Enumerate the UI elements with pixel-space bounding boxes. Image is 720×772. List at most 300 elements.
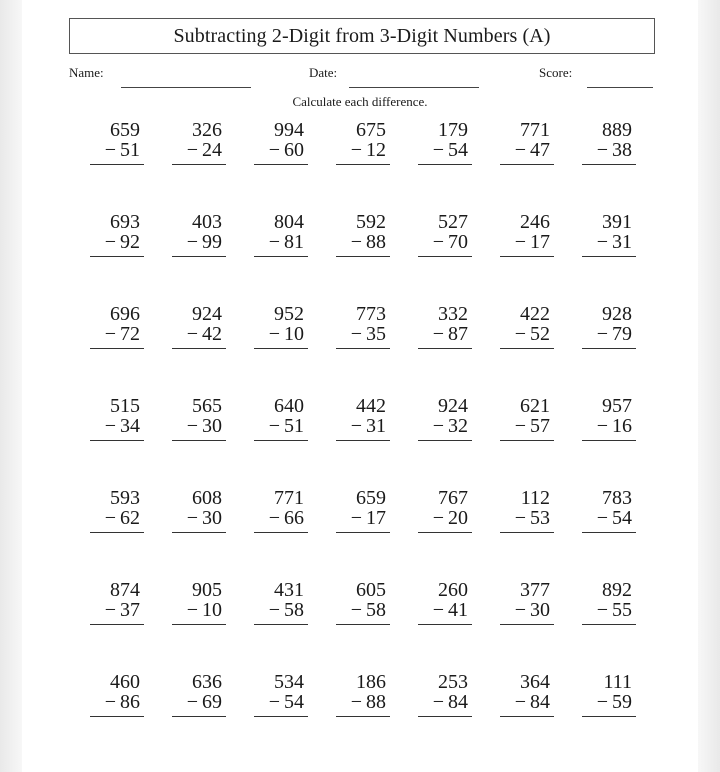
subtrahend (334, 324, 386, 344)
subtrahend-value: 79 (612, 323, 632, 345)
subtrahend-value: 92 (120, 231, 140, 253)
subtraction-problem (416, 672, 468, 732)
subtrahend (334, 140, 386, 160)
problem-row (88, 120, 648, 190)
minus-sign: − (350, 415, 362, 437)
subtrahend-value: 41 (448, 599, 468, 621)
subtrahend-value: 88 (366, 231, 386, 253)
subtrahend-value: 88 (366, 691, 386, 713)
subtraction-problem (580, 212, 632, 272)
subtrahend-value: 51 (120, 139, 140, 161)
answer-line (90, 532, 144, 533)
minus-sign: − (104, 507, 116, 529)
problem-row (88, 304, 648, 374)
subtrahend (252, 600, 304, 620)
subtrahend (498, 508, 550, 528)
subtraction-problem (498, 580, 550, 640)
subtrahend (580, 692, 632, 712)
minuend: 621 (520, 395, 550, 417)
subtrahend-value: 54 (448, 139, 468, 161)
subtrahend-value: 34 (120, 415, 140, 437)
minus-sign: − (596, 415, 608, 437)
subtrahend-value: 99 (202, 231, 222, 253)
minuend: 952 (274, 303, 304, 325)
subtrahend (88, 508, 140, 528)
minuend: 773 (356, 303, 386, 325)
subtrahend (580, 508, 632, 528)
answer-line (90, 716, 144, 717)
minuend: 957 (602, 395, 632, 417)
answer-line (500, 624, 554, 625)
date-line (349, 87, 479, 88)
subtraction-problem (498, 304, 550, 364)
subtrahend (334, 232, 386, 252)
subtrahend-value: 30 (202, 415, 222, 437)
subtraction-problem (88, 672, 140, 732)
minuend: 326 (192, 119, 222, 141)
worksheet-title: Subtracting 2-Digit from 3-Digit Numbers (A) (173, 24, 551, 47)
minuend: 696 (110, 303, 140, 325)
minus-sign: − (432, 415, 444, 437)
subtrahend (88, 692, 140, 712)
minuend: 771 (520, 119, 550, 141)
minus-sign: − (350, 323, 362, 345)
answer-line (90, 348, 144, 349)
minuend: 422 (520, 303, 550, 325)
answer-line (418, 716, 472, 717)
subtrahend (334, 508, 386, 528)
date-label: Date: (309, 65, 338, 80)
minuend: 377 (520, 579, 550, 601)
minus-sign: − (432, 599, 444, 621)
minus-sign: − (350, 599, 362, 621)
minus-sign: − (596, 139, 608, 161)
minus-sign: − (186, 231, 198, 253)
name-label: Name: (69, 65, 104, 80)
subtrahend (170, 232, 222, 252)
subtrahend (252, 232, 304, 252)
subtrahend-value: 17 (366, 507, 386, 529)
subtraction-problem (498, 672, 550, 732)
minuend: 253 (438, 671, 468, 693)
minus-sign: − (104, 231, 116, 253)
subtrahend-value: 84 (530, 691, 550, 713)
answer-line (418, 164, 472, 165)
subtraction-problem (334, 212, 386, 272)
minuend: 527 (438, 211, 468, 233)
minus-sign: − (596, 323, 608, 345)
minus-sign: − (104, 139, 116, 161)
subtrahend-value: 72 (120, 323, 140, 345)
subtraction-problem (498, 212, 550, 272)
answer-line (90, 440, 144, 441)
minus-sign: − (514, 507, 526, 529)
minuend: 905 (192, 579, 222, 601)
minus-sign: − (514, 691, 526, 713)
answer-line (500, 532, 554, 533)
subtraction-problem (88, 212, 140, 272)
instructions: Calculate each difference. (292, 94, 428, 109)
subtraction-problem (416, 304, 468, 364)
subtrahend (498, 600, 550, 620)
problem-row (88, 396, 648, 466)
subtrahend (88, 416, 140, 436)
answer-line (172, 624, 226, 625)
subtrahend (252, 416, 304, 436)
problem-row (88, 672, 648, 742)
subtrahend (170, 140, 222, 160)
minuend: 874 (110, 579, 140, 601)
subtraction-problem (88, 304, 140, 364)
subtrahend (170, 508, 222, 528)
minus-sign: − (268, 507, 280, 529)
minus-sign: − (104, 415, 116, 437)
subtraction-problem (170, 672, 222, 732)
subtraction-problem (88, 120, 140, 180)
subtrahend-value: 24 (202, 139, 222, 161)
minuend: 515 (110, 395, 140, 417)
subtrahend-value: 10 (202, 599, 222, 621)
answer-line (90, 256, 144, 257)
subtrahend-value: 37 (120, 599, 140, 621)
minuend: 640 (274, 395, 304, 417)
subtraction-problem (580, 672, 632, 732)
subtraction-problem (252, 488, 304, 548)
minuend: 783 (602, 487, 632, 509)
minus-sign: − (596, 599, 608, 621)
answer-line (254, 256, 308, 257)
subtrahend (88, 600, 140, 620)
minuend: 391 (602, 211, 632, 233)
minus-sign: − (186, 139, 198, 161)
left-margin-shade (0, 0, 22, 772)
minuend: 675 (356, 119, 386, 141)
minus-sign: − (514, 415, 526, 437)
minuend: 659 (110, 119, 140, 141)
minus-sign: − (350, 507, 362, 529)
subtraction-problem (88, 488, 140, 548)
minus-sign: − (514, 139, 526, 161)
minus-sign: − (268, 323, 280, 345)
minus-sign: − (350, 231, 362, 253)
subtrahend (498, 692, 550, 712)
score-label: Score: (539, 65, 573, 80)
minus-sign: − (432, 323, 444, 345)
subtraction-problem (334, 304, 386, 364)
answer-line (582, 624, 636, 625)
minuend: 928 (602, 303, 632, 325)
answer-line (336, 716, 390, 717)
subtrahend-value: 58 (366, 599, 386, 621)
minus-sign: − (350, 139, 362, 161)
subtrahend-value: 16 (612, 415, 632, 437)
answer-line (336, 624, 390, 625)
subtraction-problem (252, 396, 304, 456)
subtrahend (580, 600, 632, 620)
minuend: 605 (356, 579, 386, 601)
subtraction-problem (498, 488, 550, 548)
minuend: 889 (602, 119, 632, 141)
minuend: 460 (110, 671, 140, 693)
minuend: 111 (603, 671, 632, 693)
minuend: 186 (356, 671, 386, 693)
answer-line (254, 348, 308, 349)
subtraction-problem (580, 580, 632, 640)
minuend: 403 (192, 211, 222, 233)
minus-sign: − (186, 599, 198, 621)
minus-sign: − (268, 691, 280, 713)
subtraction-problem (334, 396, 386, 456)
answer-line (336, 532, 390, 533)
subtraction-problem (252, 304, 304, 364)
answer-line (254, 624, 308, 625)
subtraction-problem (170, 212, 222, 272)
subtraction-problem (416, 212, 468, 272)
answer-line (336, 164, 390, 165)
subtraction-problem (416, 488, 468, 548)
subtrahend-value: 38 (612, 139, 632, 161)
subtraction-problem (252, 212, 304, 272)
minus-sign: − (432, 231, 444, 253)
answer-line (418, 256, 472, 257)
subtrahend-value: 20 (448, 507, 468, 529)
minuend: 260 (438, 579, 468, 601)
subtrahend (498, 324, 550, 344)
subtrahend-value: 70 (448, 231, 468, 253)
subtrahend-value: 10 (284, 323, 304, 345)
subtrahend-value: 54 (612, 507, 632, 529)
subtrahend (252, 508, 304, 528)
subtrahend-value: 52 (530, 323, 550, 345)
answer-line (418, 348, 472, 349)
minuend: 112 (520, 487, 550, 509)
subtrahend (498, 416, 550, 436)
minuend: 924 (192, 303, 222, 325)
subtrahend-value: 57 (530, 415, 550, 437)
subtraction-problem (334, 580, 386, 640)
answer-line (418, 532, 472, 533)
answer-line (336, 440, 390, 441)
minus-sign: − (268, 415, 280, 437)
answer-line (500, 256, 554, 257)
answer-line (500, 716, 554, 717)
minuend: 924 (438, 395, 468, 417)
minuend: 593 (110, 487, 140, 509)
subtrahend-value: 81 (284, 231, 304, 253)
subtraction-problem (580, 120, 632, 180)
subtraction-problem (416, 120, 468, 180)
minuend: 693 (110, 211, 140, 233)
worksheet-page (22, 0, 698, 772)
subtraction-problem (170, 580, 222, 640)
score-line (587, 87, 653, 88)
answer-line (418, 624, 472, 625)
answer-line (254, 716, 308, 717)
subtrahend-value: 30 (202, 507, 222, 529)
subtraction-problem (334, 488, 386, 548)
minus-sign: − (186, 507, 198, 529)
problem-row (88, 488, 648, 558)
subtraction-problem (252, 580, 304, 640)
answer-line (172, 532, 226, 533)
minuend: 431 (274, 579, 304, 601)
subtrahend (580, 140, 632, 160)
subtraction-problem (580, 304, 632, 364)
subtrahend-value: 32 (448, 415, 468, 437)
subtrahend-value: 53 (530, 507, 550, 529)
subtraction-problem (88, 396, 140, 456)
minuend: 804 (274, 211, 304, 233)
minuend: 592 (356, 211, 386, 233)
subtrahend-value: 35 (366, 323, 386, 345)
minuend: 246 (520, 211, 550, 233)
minus-sign: − (268, 231, 280, 253)
subtrahend (416, 140, 468, 160)
minus-sign: − (514, 599, 526, 621)
subtrahend-value: 47 (530, 139, 550, 161)
subtraction-problem (498, 396, 550, 456)
answer-line (582, 164, 636, 165)
header-fields (69, 63, 669, 93)
subtrahend (580, 416, 632, 436)
minus-sign: − (350, 691, 362, 713)
subtrahend (416, 232, 468, 252)
subtrahend-value: 59 (612, 691, 632, 713)
subtrahend-value: 62 (120, 507, 140, 529)
answer-line (254, 164, 308, 165)
answer-line (582, 256, 636, 257)
answer-line (582, 440, 636, 441)
answer-line (172, 440, 226, 441)
subtrahend-value: 30 (530, 599, 550, 621)
subtrahend (416, 416, 468, 436)
subtraction-problem (416, 396, 468, 456)
subtrahend (416, 508, 468, 528)
answer-line (254, 440, 308, 441)
subtraction-problem (416, 580, 468, 640)
minus-sign: − (596, 231, 608, 253)
minus-sign: − (186, 323, 198, 345)
answer-line (336, 256, 390, 257)
subtrahend-value: 31 (612, 231, 632, 253)
problem-row (88, 580, 648, 650)
subtrahend-value: 84 (448, 691, 468, 713)
subtrahend-value: 86 (120, 691, 140, 713)
subtrahend (88, 140, 140, 160)
minuend: 771 (274, 487, 304, 509)
subtrahend-value: 58 (284, 599, 304, 621)
subtrahend (580, 324, 632, 344)
subtrahend (170, 600, 222, 620)
subtraction-problem (252, 672, 304, 732)
minuend: 442 (356, 395, 386, 417)
subtrahend (252, 324, 304, 344)
subtrahend (252, 140, 304, 160)
subtrahend (88, 324, 140, 344)
minus-sign: − (432, 139, 444, 161)
answer-line (90, 624, 144, 625)
subtraction-problem (580, 396, 632, 456)
name-line (121, 87, 251, 88)
subtraction-problem (580, 488, 632, 548)
answer-line (172, 716, 226, 717)
subtraction-problem (334, 672, 386, 732)
minus-sign: − (268, 599, 280, 621)
answer-line (582, 716, 636, 717)
subtrahend-value: 17 (530, 231, 550, 253)
subtraction-problem (170, 488, 222, 548)
subtrahend (252, 692, 304, 712)
subtraction-problem (252, 120, 304, 180)
subtrahend (580, 232, 632, 252)
subtraction-problem (170, 304, 222, 364)
subtraction-problem (88, 580, 140, 640)
subtrahend-value: 31 (366, 415, 386, 437)
minus-sign: − (432, 507, 444, 529)
minus-sign: − (186, 691, 198, 713)
minus-sign: − (514, 323, 526, 345)
subtrahend (416, 600, 468, 620)
subtrahend (88, 232, 140, 252)
worksheet-title-box (69, 18, 655, 54)
subtrahend (170, 692, 222, 712)
subtrahend-value: 87 (448, 323, 468, 345)
minuend: 534 (274, 671, 304, 693)
subtrahend-value: 42 (202, 323, 222, 345)
minus-sign: − (432, 691, 444, 713)
minus-sign: − (514, 231, 526, 253)
minuend: 364 (520, 671, 550, 693)
minuend: 767 (438, 487, 468, 509)
answer-line (418, 440, 472, 441)
minuend: 608 (192, 487, 222, 509)
subtrahend-value: 66 (284, 507, 304, 529)
subtrahend (416, 692, 468, 712)
subtrahend-value: 60 (284, 139, 304, 161)
subtrahend (170, 324, 222, 344)
minus-sign: − (596, 691, 608, 713)
subtrahend (170, 416, 222, 436)
subtraction-problem (498, 120, 550, 180)
minus-sign: − (268, 139, 280, 161)
answer-line (582, 532, 636, 533)
minuend: 332 (438, 303, 468, 325)
answer-line (500, 164, 554, 165)
minuend: 565 (192, 395, 222, 417)
subtrahend-value: 51 (284, 415, 304, 437)
subtrahend-value: 55 (612, 599, 632, 621)
answer-line (90, 164, 144, 165)
answer-line (254, 532, 308, 533)
answer-line (500, 348, 554, 349)
minus-sign: − (104, 323, 116, 345)
answer-line (500, 440, 554, 441)
minus-sign: − (104, 599, 116, 621)
right-margin-shade (698, 0, 720, 772)
subtraction-problem (170, 120, 222, 180)
minus-sign: − (186, 415, 198, 437)
minuend: 179 (438, 119, 468, 141)
subtrahend (334, 416, 386, 436)
answer-line (172, 256, 226, 257)
subtrahend (334, 692, 386, 712)
subtrahend (334, 600, 386, 620)
problem-row (88, 212, 648, 282)
subtrahend (416, 324, 468, 344)
subtrahend (498, 232, 550, 252)
answer-line (172, 348, 226, 349)
answer-line (582, 348, 636, 349)
